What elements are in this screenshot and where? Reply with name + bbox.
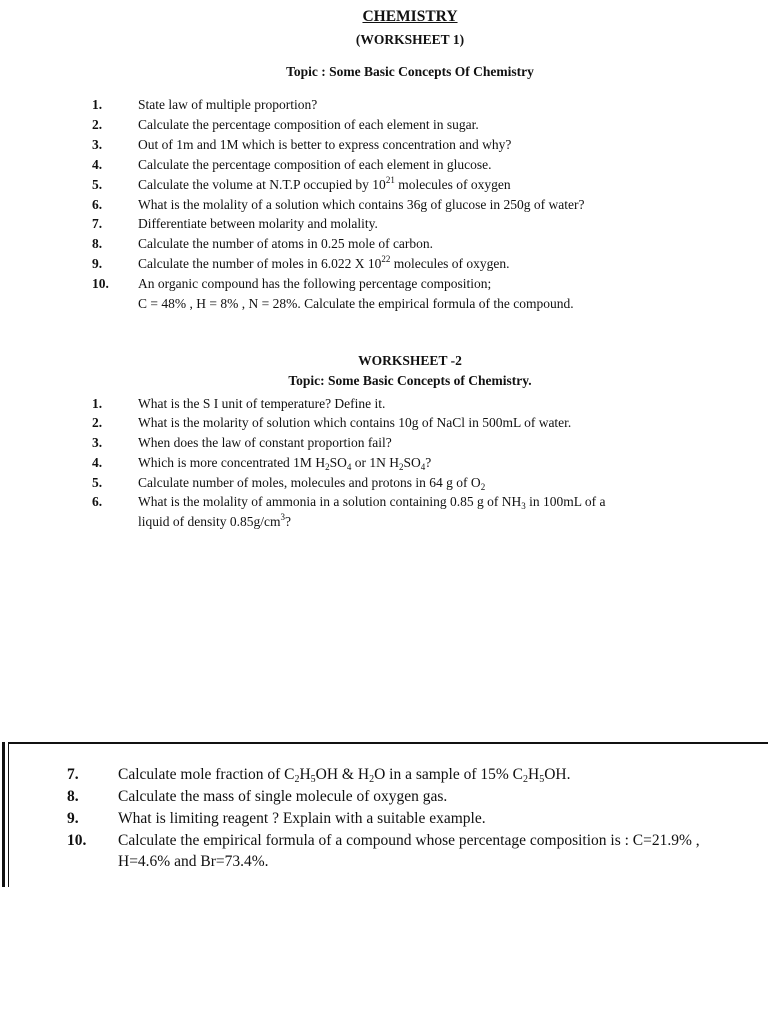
question-number: 8.: [67, 788, 79, 805]
question-number: 2.: [92, 117, 103, 132]
text-part: liquid of density 0.85g/cm: [138, 513, 281, 529]
question-number: 7.: [92, 216, 103, 231]
question-number: 5.: [92, 177, 103, 192]
text-part: SO: [329, 455, 347, 470]
subscript: 4: [346, 462, 352, 472]
question-number: 5.: [92, 475, 103, 490]
superscript: 21: [385, 175, 395, 185]
question-text: What is the molarity of solution which contains 10g of NaCl in 500mL of water.: [138, 415, 572, 430]
subscript: 5: [310, 774, 316, 785]
text-part: H: [528, 766, 540, 783]
question-number: 4.: [92, 157, 103, 172]
question-number: 3.: [92, 137, 103, 152]
text-line: An organic compound has the following percentage composition;: [138, 276, 492, 291]
text-part: O in a sample of 15% C: [374, 766, 524, 783]
text-part: ?: [425, 455, 432, 470]
text-line: Calculate the empirical formula of a compound whose percentage composition is : C=21.9% ,: [118, 832, 700, 849]
text-line: H=4.6% and Br=73.4%.: [118, 853, 269, 870]
text-part: ?: [285, 513, 291, 529]
border-line: [8, 742, 768, 744]
question-text: [138, 473, 698, 493]
text-line: C = 48% , H = 8% , N = 28%. Calculate the empirical formula of the compound.: [138, 295, 574, 311]
question-text: What is the molality of a solution which contains 36g of glucose in 250g of water?: [138, 197, 585, 212]
question-text: Calculate the percentage composition of each element in sugar.: [138, 117, 479, 132]
question-text: [118, 764, 768, 785]
question-number: 1.: [92, 396, 103, 411]
text-part: molecules of oxygen: [394, 177, 511, 192]
text-part: Calculate the number of moles in 6.022 X 10: [138, 256, 382, 271]
question-text: Calculate the percentage composition of each element in glucose.: [138, 157, 492, 172]
text-part: Calculate number of moles, molecules and protons in 64 g of O: [138, 475, 481, 490]
question-number: 2.: [92, 415, 103, 430]
text-part: in 100mL of a: [525, 494, 606, 509]
subscript: 2: [480, 482, 486, 492]
text-part: or 1N H: [351, 455, 399, 470]
question-number: 1.: [92, 97, 103, 112]
question-text: When does the law of constant proportion fail?: [138, 435, 392, 450]
subscript: 2: [369, 774, 375, 785]
question-text: What is the S I unit of temperature? Define it.: [138, 396, 386, 411]
question-text: Calculate the mass of single molecule of oxygen gas.: [118, 788, 448, 805]
worksheet2-topic: Topic: Some Basic Concepts of Chemistry.: [288, 373, 532, 388]
question-number: 6.: [92, 197, 103, 212]
question-text: Calculate the number of atoms in 0.25 mole of carbon.: [138, 236, 434, 251]
border-line: [2, 742, 5, 887]
question-text: [138, 254, 698, 274]
question-number: 10.: [92, 276, 109, 291]
text-part: OH & H: [315, 766, 370, 783]
question-number: 9.: [67, 810, 79, 827]
question-number: 10.: [67, 832, 87, 849]
subscript: 2: [294, 774, 300, 785]
question-number: 4.: [92, 455, 103, 470]
question-text: [138, 274, 758, 313]
text-part: Calculate the volume at N.T.P occupied by 10: [138, 177, 386, 192]
superscript: 3: [280, 511, 285, 522]
subscript: 2: [398, 462, 404, 472]
question-text: What is limiting reagent ? Explain with a suitable example.: [118, 810, 486, 827]
question-text: [118, 830, 768, 872]
text-part: What is the molality of ammonia in a solution containing 0.85 g of NH: [138, 494, 522, 509]
page-title: CHEMISTRY: [362, 8, 458, 25]
text-part: molecules of oxygen.: [390, 256, 510, 271]
question-number: 9.: [92, 256, 103, 271]
question-text: State law of multiple proportion?: [138, 97, 318, 112]
text-part: Calculate mole fraction of C: [118, 766, 295, 783]
subscript: 5: [539, 774, 545, 785]
question-number: 3.: [92, 435, 103, 450]
subscript: 2: [523, 774, 529, 785]
text-part: Which is more concentrated 1M H: [138, 455, 326, 470]
superscript: 22: [381, 254, 391, 264]
question-number: 6.: [92, 494, 103, 509]
subscript: 2: [325, 462, 330, 472]
question-number: 7.: [67, 766, 79, 783]
text-part: OH.: [544, 766, 571, 783]
question-text: Out of 1m and 1M which is better to express concentration and why?: [138, 137, 512, 152]
text-part: SO: [403, 455, 421, 470]
text-part: H: [299, 766, 311, 783]
worksheet2-title: WORKSHEET -2: [358, 353, 462, 368]
topic-heading: Topic : Some Basic Concepts Of Chemistry: [286, 64, 534, 79]
subscript: 3: [521, 501, 526, 511]
subscript: 4: [420, 462, 426, 472]
worksheet-subtitle: (WORKSHEET 1): [355, 32, 465, 47]
question-text: [138, 492, 758, 531]
question-text: [138, 175, 698, 195]
question-text: Differentiate between molarity and molality.: [138, 216, 378, 231]
question-number: 8.: [92, 236, 103, 251]
border-line: [8, 742, 9, 887]
question-text: [138, 453, 698, 473]
